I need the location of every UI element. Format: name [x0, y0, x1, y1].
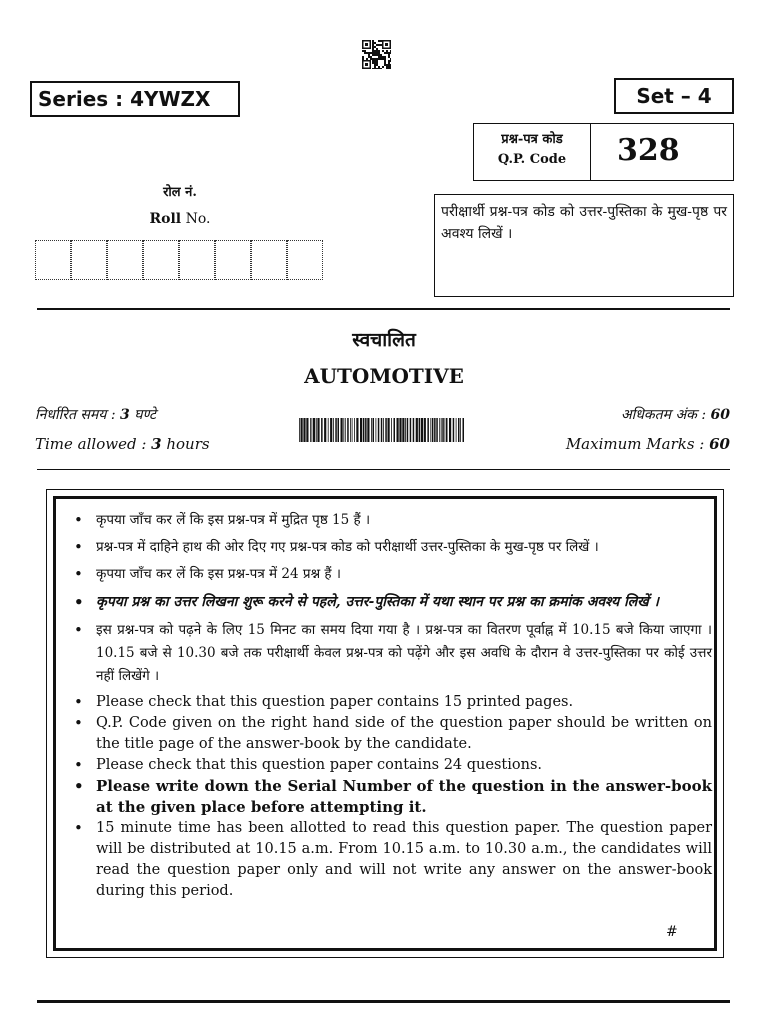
- roll-digit-box[interactable]: [179, 240, 215, 280]
- roll-label-en-rest: No.: [181, 211, 211, 227]
- series-label: Series : 4YWZX: [30, 81, 240, 117]
- instruction-en-4: • Please write down the Serial Number of the question in the answer-book at the given place before attempting it.: [70, 776, 712, 818]
- instruction-hi-3: • कृपया जाँच कर लें कि इस प्रश्न-पत्र में 24 प्रश्न हैं ।: [70, 563, 712, 586]
- instructions-box: [46, 489, 724, 958]
- qp-code-label-en: Q.P. Code: [497, 152, 567, 167]
- instruction-hi-2: • प्रश्न-पत्र में दाहिने हाथ की ओर दिए गए प्रश्न-पत्र कोड को परीक्षार्थी उत्तर-पुस्तिका के मुख-पृष्ठ पर लिखें ।: [70, 536, 712, 559]
- subject-title-hi: स्वचालित: [352, 329, 416, 351]
- subject-title-en: AUTOMOTIVE: [304, 364, 464, 388]
- max-marks-en: [566, 435, 730, 453]
- divider-middle: [37, 469, 730, 470]
- candidate-note-box: परीक्षार्थी प्रश्न-पत्र कोड को उत्तर-पुस्तिका के मुख-पृष्ठ पर अवश्य लिखें ।: [434, 194, 734, 297]
- qp-code-label-hi: प्रश्न-पत्र कोड: [501, 132, 563, 147]
- time-allowed-en: [35, 435, 210, 453]
- roll-label-hi: रोल नं.: [163, 185, 197, 200]
- roll-digit-box[interactable]: [107, 240, 143, 280]
- instruction-en-2: • Q.P. Code given on the right hand side of the question paper should be written on the title page of the answer-book by the candidate.: [70, 713, 712, 755]
- marks-en-label: Maximum Marks :: [565, 435, 710, 453]
- marks-hi-label: अधिकतम अंक :: [620, 407, 711, 423]
- roll-digit-box[interactable]: [251, 240, 287, 280]
- roll-digit-box[interactable]: [287, 240, 323, 280]
- max-marks-hi: [621, 405, 730, 424]
- instruction-hi-5: • इस प्रश्न-पत्र को पढ़ने के लिए 15 मिनट का समय दिया गया है । प्रश्न-पत्र का वितरण पूर्वाह्न में 10.15 बजे किया जाएगा । 10.15 बजे से 10.30 बजे तक परीक्षार्थी केवल प्रश्न-पत्र को पढ़ेंगे और इस अवधि के दौरान वे उत्तर-पुस्तिका पर कोई उत्तर नहीं लिखेंगे ।: [70, 619, 712, 688]
- roll-digit-box[interactable]: [35, 240, 71, 280]
- time-hi-unit: घण्टे: [129, 407, 157, 423]
- instructions-list: [70, 509, 712, 902]
- time-hi-label: निर्धारित समय :: [35, 407, 120, 423]
- roll-number-boxes: [35, 240, 323, 280]
- instruction-hi-1: • कृपया जाँच कर लें कि इस प्रश्न-पत्र में मुद्रित पृष्ठ 15 हैं ।: [70, 509, 712, 532]
- hash-mark: #: [666, 924, 678, 940]
- divider-top: [37, 308, 730, 310]
- instruction-en-3: • Please check that this question paper contains 24 questions.: [70, 755, 712, 776]
- roll-label-en-bold: Roll: [149, 211, 182, 227]
- time-en-label: Time allowed :: [35, 435, 152, 453]
- qp-code-value: 328: [617, 133, 680, 168]
- time-hi-value: 3: [120, 407, 130, 423]
- instruction-en-5: • 15 minute time has been allotted to read this question paper. The question paper will be distributed at 10.15 a.m. From 10.15 a.m. to 10.30 a.m., the candidates will read the question paper only and will not write any answer on the answer-book during this period.: [70, 818, 712, 902]
- marks-hi-value: 60: [710, 407, 730, 423]
- roll-digit-box[interactable]: [143, 240, 179, 280]
- roll-digit-box[interactable]: [215, 240, 251, 280]
- time-en-value: 3: [151, 435, 162, 453]
- time-en-unit: hours: [161, 435, 210, 453]
- set-label: Set – 4: [614, 78, 734, 114]
- marks-en-value: 60: [709, 435, 730, 453]
- instruction-hi-4: • कृपया प्रश्न का उत्तर लिखना शुरू करने से पहले, उत्तर-पुस्तिका में यथा स्थान पर प्रश्न का क्रमांक अवश्य लिखें ।: [70, 590, 712, 615]
- qp-code-box: [473, 123, 734, 181]
- barcode-icon: [299, 418, 464, 442]
- instruction-en-1: • Please check that this question paper contains 15 printed pages.: [70, 692, 712, 713]
- time-allowed-hi: [35, 405, 156, 424]
- instructions-inner-frame: [53, 496, 717, 951]
- roll-digit-box[interactable]: [71, 240, 107, 280]
- qr-code-icon: [362, 40, 391, 69]
- roll-label-en: [35, 211, 325, 227]
- qp-code-labels: [474, 124, 591, 180]
- divider-bottom: [37, 1000, 730, 1003]
